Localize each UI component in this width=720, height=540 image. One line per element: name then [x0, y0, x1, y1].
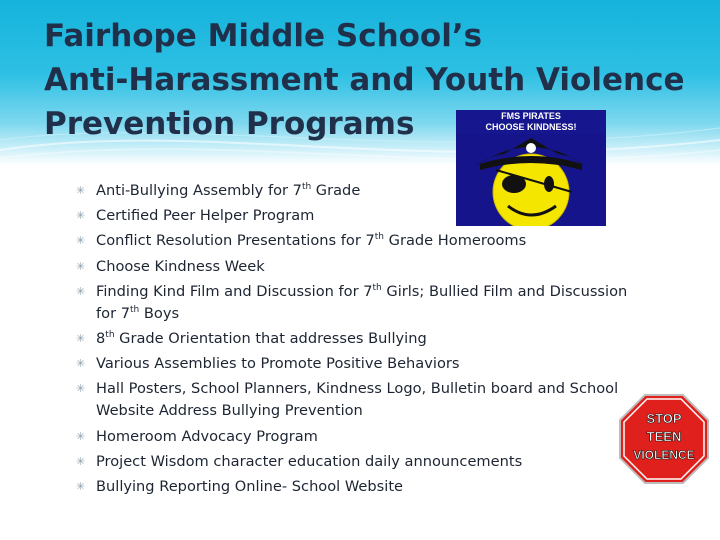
list-item — [76, 378, 636, 422]
item-text: Girls; Bullied Film and Discussion for 7 — [96, 282, 628, 322]
list-item — [76, 230, 636, 252]
list-item — [76, 451, 636, 473]
item-sup: th — [374, 232, 385, 243]
item-sup: th — [105, 330, 115, 341]
stop-sign-line-2: TEEN — [646, 429, 682, 444]
bullet-star-icon: ✳ — [76, 284, 86, 298]
bullet-star-icon: ✳ — [76, 184, 86, 197]
bullet-star-icon: ✳ — [76, 382, 86, 396]
bullet-star-icon: ✳ — [76, 429, 86, 443]
title-line-3: Prevention Programs — [44, 106, 415, 142]
bullet-star-icon: ✳ — [76, 479, 86, 493]
stop-sign-line-3: VIOLENCE — [633, 448, 695, 462]
list-item — [76, 180, 636, 202]
item-text: Finding Kind Film and Discussion for 7 — [96, 282, 373, 300]
item-sup: th — [372, 282, 382, 293]
item-text: 8 — [96, 329, 106, 347]
bullet-star-icon: ✳ — [76, 209, 86, 223]
item-text: Homeroom Advocacy Program — [96, 427, 318, 445]
item-text: Grade — [311, 182, 361, 199]
item-text: Boys — [139, 304, 180, 322]
pirate-logo-line-1: FMS PIRATES — [501, 111, 561, 121]
stop-teen-violence-sign — [618, 393, 710, 485]
title-line-1: Fairhope Middle School’s — [44, 18, 483, 54]
list-item — [76, 353, 636, 375]
list-item — [76, 328, 636, 350]
item-text: Project Wisdom character education daily announcements — [96, 452, 523, 470]
bullet-star-icon: ✳ — [76, 259, 86, 273]
item-text: Choose Kindness Week — [96, 257, 265, 275]
item-text: Grade Homerooms — [384, 232, 527, 250]
list-item — [76, 281, 636, 325]
item-text: Conflict Resolution Presentations for 7 — [96, 232, 375, 250]
item-sup: th — [301, 182, 312, 193]
bullet-star-icon: ✳ — [76, 454, 86, 468]
program-list — [76, 180, 636, 501]
item-text: Certified Peer Helper Program — [96, 207, 315, 225]
pirate-logo-line-2: CHOOSE KINDNESS! — [485, 122, 577, 132]
item-sup: th — [130, 304, 140, 315]
item-text: Grade Orientation that addresses Bullying — [114, 329, 427, 347]
pirate-logo-banner — [456, 110, 606, 134]
stop-sign-line-1: STOP — [646, 411, 682, 426]
list-item — [76, 205, 636, 227]
item-text: Various Assemblies to Promote Positive Behaviors — [96, 355, 460, 373]
item-text: Hall Posters, School Planners, Kindness Logo, Bulletin board and School Website Address Bullying Prevention — [96, 380, 619, 420]
bullet-star-icon: ✳ — [76, 331, 86, 345]
list-item — [76, 476, 636, 498]
title-line-2: Anti-Harassment and Youth Violence — [44, 62, 685, 98]
bullet-star-icon: ✳ — [76, 357, 86, 371]
item-text: Bullying Reporting Online- School Website — [96, 477, 404, 495]
list-item — [76, 256, 636, 278]
list-item — [76, 426, 636, 448]
item-text: Anti-Bullying Assembly for 7 — [96, 182, 302, 199]
bullet-star-icon: ✳ — [76, 234, 86, 248]
